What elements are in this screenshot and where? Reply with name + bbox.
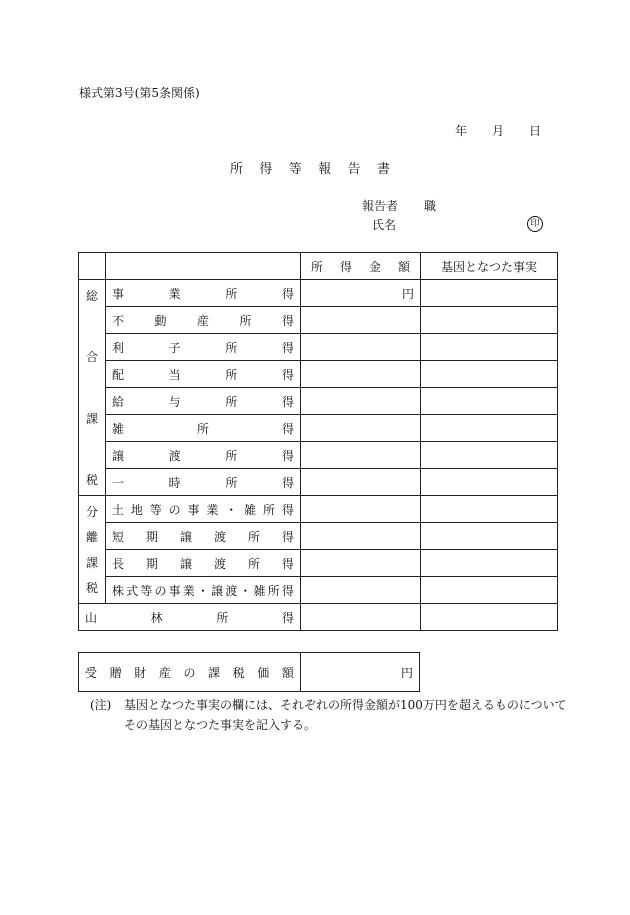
category-char: 離 <box>85 530 98 545</box>
gift-label-char: 額 <box>281 665 294 680</box>
table-row <box>79 388 558 415</box>
income-type-char: 得 <box>281 448 294 463</box>
gift-amount-cell[interactable] <box>301 653 420 692</box>
income-type-cell <box>106 469 301 496</box>
note-line-2: その基因となつた事実を記入する。 <box>124 718 317 732</box>
table-row <box>79 442 558 469</box>
reporter-line <box>362 197 436 214</box>
income-type-char: 業 <box>206 502 219 517</box>
income-type-char: 期 <box>145 556 158 571</box>
income-type-char: 雑 <box>244 502 257 517</box>
note-line-1 <box>90 696 567 713</box>
fact-cell[interactable] <box>421 550 558 577</box>
income-type-char: 事 <box>168 583 181 598</box>
income-type-cell <box>106 280 301 307</box>
income-type-char: 等 <box>149 502 162 517</box>
year-label: 年 <box>455 124 468 138</box>
amount-cell[interactable] <box>301 577 421 604</box>
income-type-cell <box>106 415 301 442</box>
name-label: 氏名 <box>372 218 397 232</box>
income-type-char: 事 <box>187 502 200 517</box>
title-char: 得 <box>259 162 273 177</box>
header-blank <box>79 253 106 280</box>
income-type-char: 期 <box>145 529 158 544</box>
income-type-char: 所 <box>225 475 238 490</box>
form-number: 様式第3号(第5条関係) <box>79 86 200 100</box>
gift-label-char: 受 <box>85 665 98 680</box>
income-type-char: 長 <box>112 556 125 571</box>
income-type-char: 動 <box>154 313 167 328</box>
income-table <box>78 252 558 631</box>
category-char: 分 <box>85 504 98 519</box>
income-type-char: 譲 <box>112 448 125 463</box>
income-type-char: 得 <box>281 340 294 355</box>
income-type-char: 渡 <box>168 448 181 463</box>
income-type-char: 譲 <box>211 583 224 598</box>
amount-cell[interactable] <box>301 307 421 334</box>
title-char: 報 <box>318 162 332 177</box>
income-type-char: の <box>168 502 181 517</box>
income-type-char: 業 <box>168 286 181 301</box>
amount-cell[interactable] <box>301 280 421 307</box>
table-row <box>79 280 558 307</box>
category-char: 課 <box>85 555 98 570</box>
title-char: 書 <box>376 162 390 177</box>
category-char: 税 <box>85 581 98 596</box>
income-type-char: 得 <box>281 583 294 598</box>
income-type-char: 所 <box>225 340 238 355</box>
seal-mark: 印 <box>527 216 543 232</box>
header-blank <box>106 253 301 280</box>
gift-label-char: の <box>183 665 196 680</box>
note-text-1: 基因となつた事実の欄には、それぞれの所得金額が100万円を超えるものについて <box>124 698 567 712</box>
income-type-char: 所 <box>225 394 238 409</box>
income-type-char: 渡 <box>213 529 226 544</box>
title-char: 等 <box>288 162 302 177</box>
fact-cell[interactable] <box>421 604 558 631</box>
income-type-char: 得 <box>281 286 294 301</box>
fact-cell[interactable] <box>421 388 558 415</box>
income-type-char: 得 <box>281 529 294 544</box>
income-type-char: 得 <box>281 394 294 409</box>
amount-cell[interactable] <box>301 523 421 550</box>
forest-income-cell <box>79 604 301 631</box>
date-line <box>455 122 541 139</box>
income-type-char: 子 <box>168 340 181 355</box>
gift-label-char: 価 <box>257 665 270 680</box>
amount-cell[interactable] <box>301 415 421 442</box>
table-row <box>79 334 558 361</box>
income-type-cell <box>106 334 301 361</box>
income-type-char: 与 <box>168 394 181 409</box>
category-char: 税 <box>85 473 98 488</box>
title-char: 告 <box>347 162 361 177</box>
header-amount-char: 額 <box>397 259 410 274</box>
fact-cell[interactable] <box>421 415 558 442</box>
income-type-char: 配 <box>112 367 125 382</box>
yen-unit: 円 <box>401 286 414 301</box>
gift-label-char: 税 <box>232 665 245 680</box>
forest-income-char: 得 <box>281 610 294 625</box>
income-type-char: 譲 <box>179 529 192 544</box>
forest-income-char: 山 <box>85 610 98 625</box>
note-tag: (注) <box>90 698 112 712</box>
header-amount <box>301 253 421 280</box>
table-row <box>79 577 558 604</box>
income-type-char: 得 <box>281 556 294 571</box>
income-type-char: 所 <box>225 367 238 382</box>
amount-cell[interactable] <box>301 604 421 631</box>
gift-label-char: 課 <box>208 665 221 680</box>
table-row <box>79 523 558 550</box>
table-row <box>79 496 558 523</box>
forest-income-char: 所 <box>216 610 229 625</box>
reporter-label: 報告者 <box>362 199 399 213</box>
income-type-char: ・ <box>239 583 252 598</box>
income-type-char: 得 <box>281 313 294 328</box>
gift-tax-table <box>78 652 420 692</box>
income-type-char: 地 <box>130 502 143 517</box>
fact-cell[interactable] <box>421 442 558 469</box>
fact-cell[interactable] <box>421 280 558 307</box>
income-type-cell <box>106 388 301 415</box>
amount-cell[interactable] <box>301 442 421 469</box>
category-char: 総 <box>85 288 98 303</box>
fact-cell[interactable] <box>421 307 558 334</box>
income-type-char: 雑 <box>253 583 266 598</box>
income-type-char: 一 <box>112 475 125 490</box>
income-type-cell <box>106 307 301 334</box>
category-char: 課 <box>85 411 98 426</box>
income-type-char: 渡 <box>225 583 238 598</box>
income-type-char: 利 <box>112 340 125 355</box>
fact-cell[interactable] <box>421 496 558 523</box>
gift-yen-unit: 円 <box>400 665 413 680</box>
header-fact: 基因となつた事実 <box>421 253 558 280</box>
income-type-char: 当 <box>168 367 181 382</box>
header-amount-char: 得 <box>339 259 352 274</box>
income-type-char: 譲 <box>179 556 192 571</box>
income-type-char: 土 <box>112 502 125 517</box>
table-row <box>79 361 558 388</box>
gift-label-cell <box>79 653 301 692</box>
income-type-char: 給 <box>112 394 125 409</box>
income-type-char: 所 <box>267 583 280 598</box>
fact-cell[interactable] <box>421 361 558 388</box>
day-label: 日 <box>528 124 541 138</box>
income-type-char: ・ <box>225 502 238 517</box>
income-type-char: 得 <box>281 502 294 517</box>
income-type-char: 雑 <box>112 421 125 436</box>
income-type-char: の <box>154 583 167 598</box>
table-row <box>79 415 558 442</box>
table-row <box>79 307 558 334</box>
income-type-char: 業 <box>182 583 195 598</box>
fact-cell[interactable] <box>421 469 558 496</box>
income-type-char: 得 <box>281 475 294 490</box>
category-cell <box>79 280 106 496</box>
income-type-char: 不 <box>112 313 125 328</box>
income-type-char: 所 <box>263 502 276 517</box>
table-header-row <box>79 253 558 280</box>
title-char: 所 <box>230 162 244 177</box>
table-row <box>79 469 558 496</box>
income-type-char: 株 <box>112 583 125 598</box>
fact-cell[interactable] <box>421 523 558 550</box>
income-type-cell <box>106 361 301 388</box>
income-type-char: 式 <box>126 583 139 598</box>
income-type-char: 所 <box>239 313 252 328</box>
income-type-cell <box>106 496 301 523</box>
income-type-char: 得 <box>281 367 294 382</box>
category-cell <box>79 496 106 604</box>
header-amount-char: 金 <box>368 259 381 274</box>
income-type-char: 所 <box>196 421 209 436</box>
income-type-char: 事 <box>112 286 125 301</box>
page-title <box>230 158 390 177</box>
amount-cell[interactable] <box>301 469 421 496</box>
amount-cell[interactable] <box>301 388 421 415</box>
income-type-char: ・ <box>196 583 209 598</box>
gift-label-char: 産 <box>158 665 171 680</box>
gift-label-char: 財 <box>134 665 147 680</box>
header-amount-char: 所 <box>311 259 324 274</box>
income-type-char: 所 <box>247 556 260 571</box>
income-type-cell <box>106 442 301 469</box>
income-type-char: 短 <box>112 529 125 544</box>
table-row-forest <box>79 604 558 631</box>
income-type-char: 時 <box>168 475 181 490</box>
month-label: 月 <box>491 124 504 138</box>
position-label: 職 <box>424 199 437 213</box>
income-type-cell <box>106 577 301 604</box>
fact-cell[interactable] <box>421 577 558 604</box>
income-type-cell <box>106 523 301 550</box>
income-type-char: 渡 <box>213 556 226 571</box>
amount-cell[interactable] <box>301 361 421 388</box>
category-char: 合 <box>85 350 98 365</box>
table-row <box>79 550 558 577</box>
gift-label-char: 贈 <box>109 665 122 680</box>
amount-cell[interactable] <box>301 496 421 523</box>
amount-cell[interactable] <box>301 550 421 577</box>
income-type-char: 所 <box>225 286 238 301</box>
forest-income-char: 林 <box>150 610 163 625</box>
income-type-cell <box>106 550 301 577</box>
income-type-char: 等 <box>140 583 153 598</box>
amount-cell[interactable] <box>301 334 421 361</box>
income-type-char: 産 <box>196 313 209 328</box>
income-type-char: 所 <box>225 448 238 463</box>
income-type-char: 得 <box>281 421 294 436</box>
income-type-char: 所 <box>247 529 260 544</box>
fact-cell[interactable] <box>421 334 558 361</box>
